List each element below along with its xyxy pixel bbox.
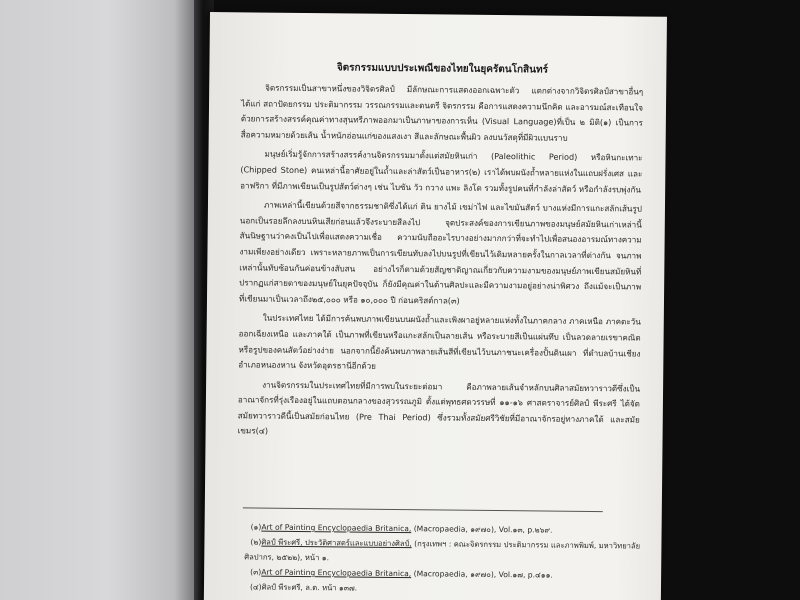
page-content [237, 60, 643, 447]
paragraph-3: ภาพเหล่านี้เขียนด้วยสีจากธรรมชาติซึ่งได้แก่ ดิน ยางไม้ เขม่าไฟ และไขมันสัตว์ บางแห่งมีการแกะสลักเส้นรูปนอกเป็นรอยลึกลงบนหินเสียก่อนแล้วจึงระบายสีลงไป จุดประสงค์ของการเขียนภาพของมนุษย์สมัยหินเก่าเหล่านี้ สันนิษฐานว่าคงเป็นไปเพื่อแสดงความเชื่อ ความนับถืออะไรบางอย่างมากกว่าที่จะทำไปเพื่อสนองอารมณ์ทางความงามเพียงอย่างเดียว เพราะหลายภาพเป็นการเขียนทับลงไปบนรูปที่เขียนไว้เดิมหลายครั้งในกาลเวลาที่ต่างกัน จนภาพเหล่านั้นทับซ้อนกันค่อนข้างสับสน อย่างไรก็ตามด้วยสัญชาติญาณเกี่ยวกับความงามของมนุษย์ภาพเขียนสมัยหินที่ปรากฏแก่สายตาของมนุษย์ในยุคปัจจุบัน ก็ยังมีคุณค่าในด้านศิลปะและมีความงามอยู่อย่างน่าพิศวง ถึงแม้จะเป็นภาพที่เขียนมาเป็นเวลาถึง๒๕,๐๐๐ หรือ ๑๐,๐๐๐ ปี ก่อนคริสต์กาล(๓) [238, 199, 643, 306]
footnote-text: (Macropaedia, ๑๙๗๐), Vol.๑๓, p.๒๖๙. [411, 524, 553, 535]
footnote-ref: Art of Painting Encyclopaedia Britanica, [261, 567, 412, 579]
footnote-2 [244, 534, 644, 568]
right-page [204, 12, 667, 600]
page-title: จิตรกรรมแบบประเพณีของไทยในยุครัตนโกสินทร์ [336, 62, 549, 76]
footnote-4 [244, 579, 644, 598]
left-page [0, 0, 198, 600]
footnote-mark: (๒) [250, 537, 262, 547]
footnote-ref: Art of Painting Encyclopaedia Britanica, [261, 522, 412, 534]
footnote-text: (Macropaedia, ๑๙๗๐), Vol.๑๗, p.๔๑๑. [411, 569, 553, 580]
footnote-ref: ศิลป์ พีระศรี, ประวัติศาสตร์และแบบอย่างศิลป์, [261, 537, 412, 549]
paragraph-1: จิตรกรรมเป็นสาขาหนึ่งของวิจิตรศิลป์ มีลักษณะการแสดงออกเฉพาะตัว แตกต่างจากวิจิตรศิลป์สาขาอื่นๆได้แก่ สถาปัตยกรรม ประติมากรรม วรรณกรรมและดนตรี จิตรกรรม คือการแสดงความนึกคิด และอารมณ์สะเทือนใจ ด้วยการสร้างสรรค์คุณค่าทางสุนทรีภาพออกมาเป็นภาษาของการเห็น (Visual Language)ที่เป็น ๒ มิติ(๑) เป็นการสื่อความหมายด้วยเส้น น้ำหนักอ่อนแก่ของแสงเงา สีและลักษณะพื้นผิว ลงบนวัสดุที่มีผิวแบนราบ [240, 82, 644, 143]
footnote-mark: (๔) [249, 582, 262, 592]
footnote-mark: (๓) [250, 567, 262, 577]
footnotes [244, 519, 645, 598]
footnote-mark: (๑) [250, 522, 262, 532]
paragraph-5: งานจิตรกรรมในประเทศไทยที่มีการพบในระยะต่อมา คือภาพลายเส้นจำหลักบนศิลาสมัยทวาราวดีซึ่งเป็นอาณาจักรที่รุ่งเรืองอยู่ในแถบตอนกลางของสุวรรณภูมิ ตั้งแต่พุทธศตวรรษที่ ๑๑-๑๖ ศาสตราจารย์ศิลป์ พีระศรี ได้จัดสมัยทวาราวดีนี้เป็นสมัยก่อนไทย (Pre Thai Period) ซึ่งรวมทั้งสมัยศรีวิชัยที่มีอาณาจักรอยู่ทางภาคใต้ และสมัยเขมร(๔) [237, 379, 641, 437]
footnote-text: (กรุงเทพฯ : คณะจิตรกรรม ประติมากรรม และภาพพิมพ์, มหาวิทยาลัยศิลปากร, ๒๕๒๒), หน้า ๑. [244, 539, 641, 563]
footnote-divider [243, 507, 603, 512]
paragraph-4: ในประเทศไทย ได้มีการค้นพบภาพเขียนบนผนังถ้ำและเพิงผาอยู่หลายแห่งทั้งในภาคกลาง ภาคเหนือ ภาคตะวันออกเฉียงเหนือ และภาคใต้ เป็นภาพที่เขียนหรือแกะสลักเป็นลายเส้น หรือระบายสีเป็นแผ่นทึบ เป็นลวดลายเรขาคณิต หรือรูปของคนสัตว์อย่างง่าย นอกจากนี้ยังค้นพบภาพลายเส้นสีที่เขียนไว้บนภาชนะเครื่องปั้นดินเผา ที่ตำบลบ้านเชียง อำเภอหนองหาน จังหวัดอุดรธานีอีกด้วย [238, 312, 641, 371]
paragraph-2: มนุษย์เริ่มรู้จักการสร้างสรรค์งานจิตรกรรมมาตั้งแต่สมัยหินเก่า (Paleolithic Period) หรือหินกะเทาะ (Chipped Stone) คนเหล่านี้อาศัยอยู่ในถ้ำและล่าสัตว์เป็นอาหาร(๒) เราได้พบผนังถ้ำหลายแห่งในแถบฝรั่งเศส และอาฟริกา ที่มีภาพเขียนเป็นรูปสัตว์ต่างๆ เช่น ไบซัน วัว กวาง แพะ ลิงโต รวมทั้งรูปคนที่กำลังล่าสัตว์ หรือกำลังรบพุ่งกัน [240, 148, 643, 195]
footnote-text: ศิลป์ พีระศรี, ล.ด. หน้า ๑๓๗. [261, 582, 358, 593]
